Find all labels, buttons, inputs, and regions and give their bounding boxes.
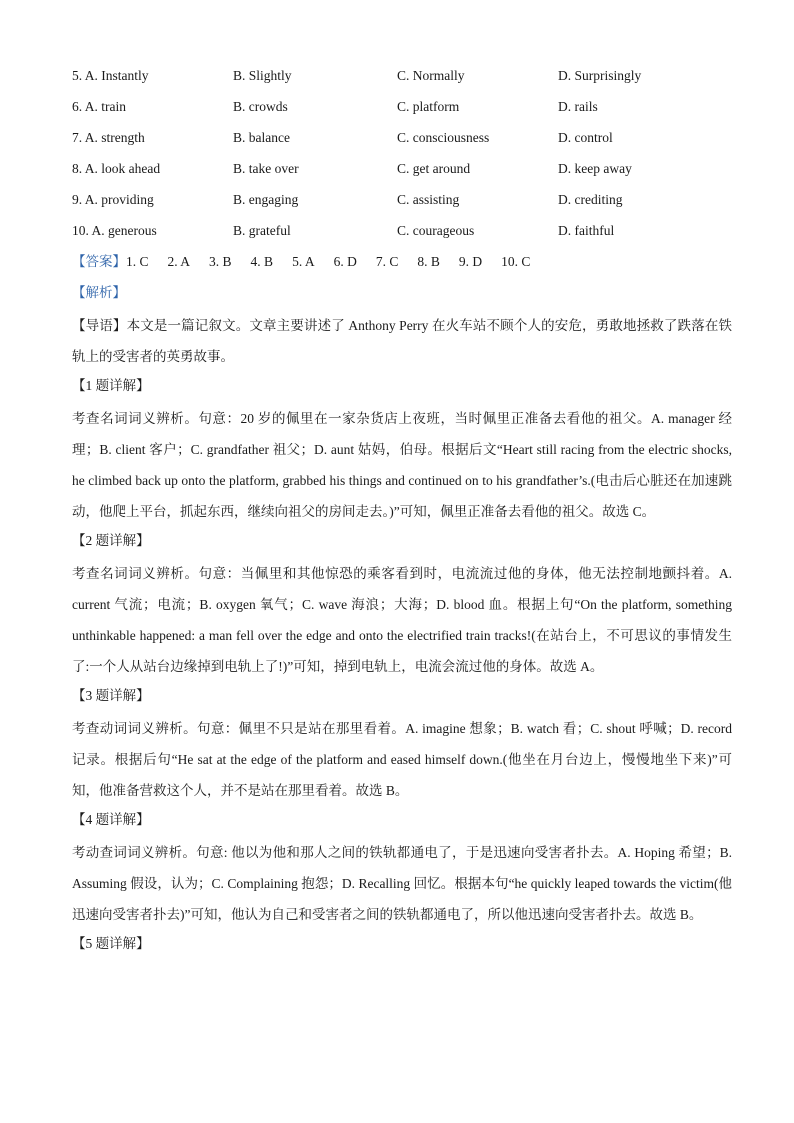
option-b: B. crowds xyxy=(233,99,288,114)
option-row-8 xyxy=(72,155,732,186)
option-c: C. platform xyxy=(397,99,460,114)
option-c: C. get around xyxy=(397,161,471,176)
option-row-9 xyxy=(72,186,732,217)
section-body-2: 考查名词词义辨析。句意：当佩里和其他惊恐的乘客看到时，电流流过他的身体，他无法控制地颤抖着。A. current 气流；电流；B. oxygen 氧气；C. wave 海浪；大海；D. blood 血。根据上句“On the platform, something unthinkable happened: a man fell over the edge and onto the electrified train tracks!(在站台上，不可思议的事情发生了:一个人从站台边缘掉到电轨上了!)”可知，掉到电轨上，电流会流过他的身体。故选 A。 xyxy=(72,566,732,674)
answer-item: 10. C xyxy=(501,254,531,269)
answer-item: 2. A xyxy=(167,254,191,269)
intro-paragraph: 【导语】本文是一篇记叙文。文章主要讲述了 Anthony Perry 在火车站不顾个人的安危，勇敢地拯救了跌落在铁轨上的受害者的英勇故事。 xyxy=(72,318,732,364)
option-c: C. courageous xyxy=(397,223,475,238)
answer-item: 4. B xyxy=(250,254,274,269)
option-a: 7. A. strength xyxy=(72,130,145,145)
answer-key xyxy=(72,248,732,279)
option-row-10 xyxy=(72,217,732,248)
section-heading-2: 【2 题详解】 xyxy=(72,533,150,548)
answer-item: 1. C xyxy=(126,254,149,269)
option-d: D. rails xyxy=(558,99,598,114)
section-body-3: 考查动词词义辨析。句意：佩里不只是站在那里看着。A. imagine 想象；B. watch 看；C. shout 呼喊；D. record 记录。根据后句“He sat at the edge of the platform and eased himself down.(他坐在月台边上，慢慢地坐下来)”可知，他准备营救这个人，并不是站在那里看着。故选 B。 xyxy=(72,721,732,798)
answer-item: 7. C xyxy=(375,254,399,269)
options-list xyxy=(72,62,732,248)
section-heading-3: 【3 题详解】 xyxy=(72,688,150,703)
section-heading-1: 【1 题详解】 xyxy=(72,378,150,393)
answer-item: 8. B xyxy=(417,254,440,269)
option-a: 5. A. Instantly xyxy=(72,68,149,83)
option-b: B. grateful xyxy=(233,223,291,238)
option-b: B. balance xyxy=(233,130,290,145)
option-d: D. Surprisingly xyxy=(558,68,642,83)
option-d: D. keep away xyxy=(558,161,632,176)
analysis-label: 【解析】 xyxy=(72,285,126,300)
option-a: 8. A. look ahead xyxy=(72,161,161,176)
answer-item: 5. A xyxy=(292,254,315,269)
option-row-7 xyxy=(72,124,732,155)
answer-item: 9. D xyxy=(458,254,483,269)
section-body-4: 考动查词词义辨析。句意: 他以为他和那人之间的铁轨都通电了，于是迅速向受害者扑去。A. Hoping 希望；B. Assuming 假设，认为；C. Complaining 抱怨；D. Recalling 回忆。根据本句“he quickly leaped towards the victim(他迅速向受害者扑去)”可知，他认为自己和受害者之间的铁轨都通电了，所以他迅速向受害者扑去。故选 B。 xyxy=(72,845,732,922)
option-c: C. consciousness xyxy=(397,130,490,145)
option-b: B. Slightly xyxy=(233,68,292,83)
option-a: 9. A. providing xyxy=(72,192,154,207)
answer-item: 3. B xyxy=(209,254,232,269)
answer-label: 【答案】 xyxy=(72,254,126,269)
section-heading-4: 【4 题详解】 xyxy=(72,812,150,827)
option-row-5 xyxy=(72,62,732,93)
option-a: 10. A. generous xyxy=(72,223,157,238)
option-d: D. faithful xyxy=(558,223,615,238)
option-a: 6. A. train xyxy=(72,99,126,114)
section-body-1: 考查名词词义辨析。句意：20 岁的佩里在一家杂货店上夜班，当时佩里正准备去看他的祖父。A. manager 经理；B. client 客户；C. grandfather 祖父；D. aunt 姑妈，伯母。根据后文“Heart still racing from the electric shocks, he climbed back up onto the platform, grabbed his things and continued on to his grandfather’s.(电击后心脏还在加速跳动，他爬上平台，抓起东西，继续向祖父的房间走去。)”可知，佩里正准备去看他的祖父。故选 C。 xyxy=(72,411,732,519)
option-b: B. take over xyxy=(233,161,299,176)
document-page xyxy=(72,62,732,961)
answer-item: 6. D xyxy=(333,254,357,269)
option-d: D. crediting xyxy=(558,192,623,207)
option-c: C. assisting xyxy=(397,192,460,207)
section-heading-5: 【5 题详解】 xyxy=(72,936,150,951)
option-c: C. Normally xyxy=(397,68,465,83)
option-b: B. engaging xyxy=(233,192,299,207)
option-row-6 xyxy=(72,93,732,124)
option-d: D. control xyxy=(558,130,613,145)
